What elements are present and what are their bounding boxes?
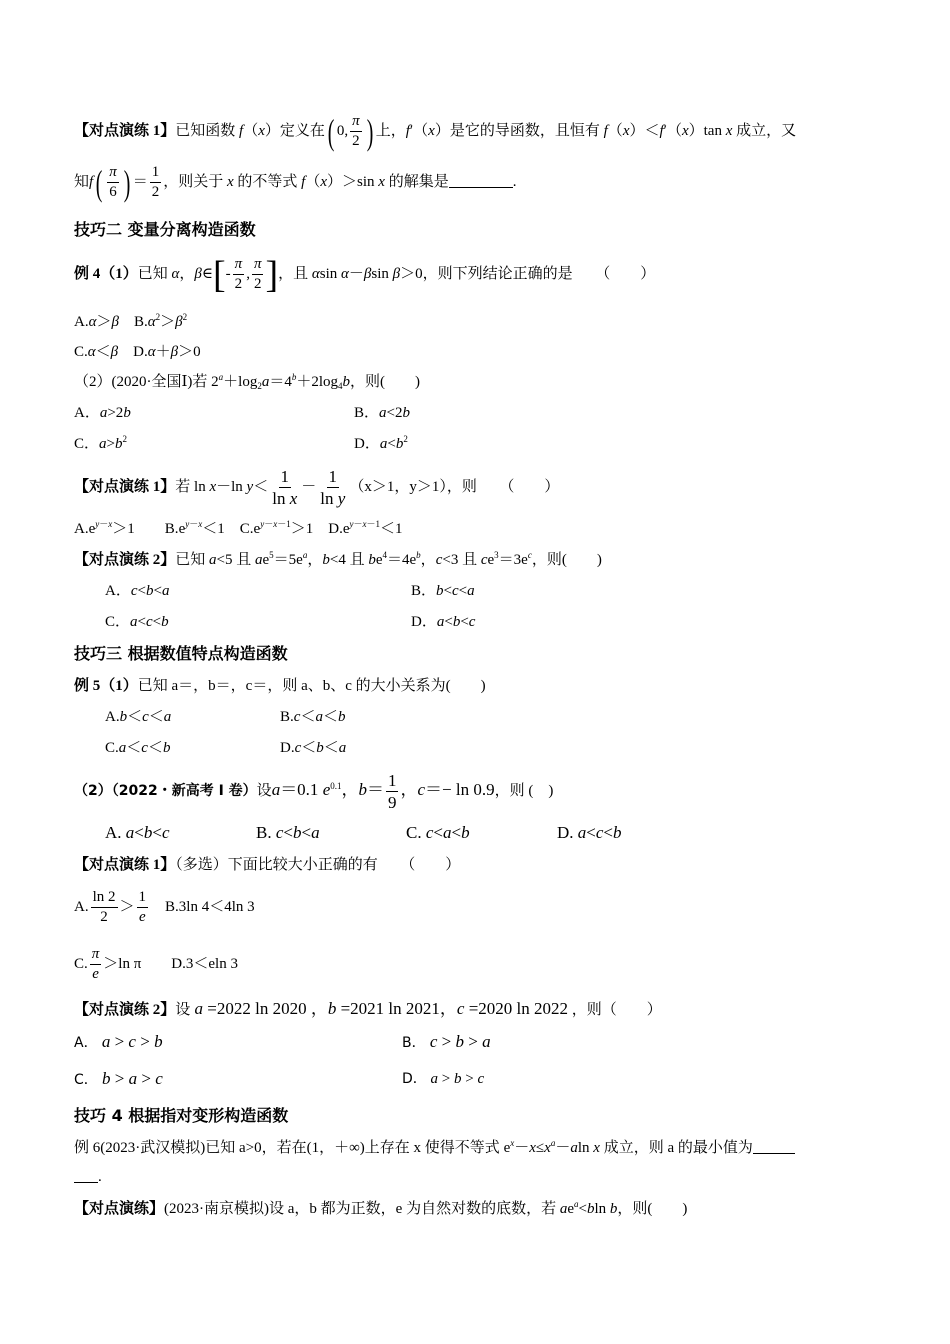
option-label: C. — [74, 956, 88, 972]
option-a: A. a<b<c — [105, 823, 170, 842]
text: (2023·南京模拟)设 a，b 都为正数，e 为自然对数的底数，若 — [164, 1201, 557, 1217]
option-label: D. — [328, 521, 343, 537]
section-heading: 技巧三 根据数值特点构造函数 — [74, 644, 288, 663]
practice-label: 【对点演练 1】 — [74, 857, 176, 873]
text: （ ） — [506, 479, 560, 495]
option-label: A. — [74, 899, 89, 915]
practice-label: 【对点演练 1】 — [74, 479, 176, 495]
paren-left: ( — [95, 162, 103, 203]
fraction-1-9: $\frac{1}{9}$ — [387, 770, 397, 812]
text: 上， — [375, 123, 406, 139]
text: 的解集是 — [388, 174, 449, 190]
option-label: B． — [402, 1035, 426, 1051]
option-a: A.b＜c＜a — [105, 709, 172, 725]
text: ，则( ) — [531, 552, 602, 568]
paren-right: ) — [123, 162, 131, 203]
text: 若 — [175, 479, 191, 495]
text: 成立，又 — [736, 123, 797, 139]
practice-a1-question: 【对点演练 1】若 ln x－ln y＜ $\frac{1}{\text{ln x}}$ － $\frac{1}{\text{ln y}}$ （x＞1，y＞1），则 （ ） — [74, 467, 560, 509]
fraction-1-e: $\frac{1}{e}$ — [138, 889, 147, 926]
example5-question — [74, 676, 486, 696]
fraction-1-lnx: $\frac{1}{\text{ln x}}$ — [272, 467, 298, 509]
text: 已知 — [175, 552, 206, 568]
option-label: C． — [105, 614, 131, 630]
option-label: A． — [105, 583, 131, 599]
practice-b2-question: 【对点演练 2】设 a =2022 ln 2020 ，b =2021 ln 2021，c =2020 ln 2022 ，则（ ） — [74, 999, 662, 1018]
option-b: B．b<c<a — [411, 583, 475, 599]
option-label: B． — [354, 405, 380, 421]
fraction-1-lny: $\frac{1}{\text{ln y}}$ — [320, 467, 346, 509]
answer-blank — [449, 187, 513, 188]
option-label: D． — [354, 436, 380, 452]
option-c: C．$a>b^2$ — [74, 434, 127, 452]
text: 定义在 — [279, 123, 325, 139]
option-d: D．$a<b^2$ — [354, 434, 408, 452]
paren-left: ( — [327, 111, 335, 152]
practice-b1-question — [74, 855, 460, 875]
option-label: C. — [239, 521, 254, 537]
text: （多选）下面比较大小正确的有 — [175, 857, 378, 873]
option-label: B. — [133, 314, 148, 330]
option-b: B． c > b > a — [402, 1032, 491, 1051]
text: 且 — [293, 266, 309, 282]
text: 设 — [256, 783, 272, 799]
option-c: C.a＜c＜b — [105, 740, 171, 756]
section-heading: 技巧二 变量分离构造函数 — [74, 220, 256, 239]
option-label: D. — [280, 740, 295, 756]
practice-a1-options: $A.e^{y-x}>1$ $B.e^{y-x}<1$ $C.e^{y-x-1}>1$ $D.e^{y-x-1}<1$ — [74, 519, 403, 537]
fraction-1-2: $\frac{1}{2}$ — [151, 164, 160, 201]
example6-continuation: . — [74, 1167, 102, 1187]
fraction-pi-2: $\frac{\pi}{2}$ — [352, 113, 360, 150]
practice1-line2: 知f( $\frac{\pi}{6}$ ) ＝ $\frac{1}{2}$ ，则关于 x 的不等式 f（x）＞sin x 的解集是 . — [74, 162, 517, 203]
option-label: B.3ln 4＜4ln 3 — [165, 899, 255, 915]
option-label: C. — [74, 344, 88, 360]
paren-right: ) — [366, 111, 373, 152]
practice-label: 【对点演练 2】 — [74, 552, 176, 568]
example-label: 例 4（1） — [74, 266, 138, 282]
text: （2）(2020·全国Ⅰ)若 — [74, 374, 208, 390]
fraction-pi-e: $\frac{\pi}{e}$ — [91, 946, 100, 983]
option-c: C. c<a<b — [406, 823, 470, 842]
example4-options-row1: A.α＞β $B.\alpha^2>\beta^2$ — [74, 312, 188, 330]
option-label: B. — [280, 709, 294, 725]
example-label: 例 6(2023·武汉模拟) — [74, 1140, 206, 1156]
bracket-left: [ — [213, 253, 226, 296]
option-label: D． — [402, 1071, 427, 1087]
example4-question: 例 4（1）已知 α，β∈[- $\frac{\pi}{2}$ , $\frac{\pi}{2}$ ]，且 αsin α－βsin β＞0，则下列结论正确的是 （ ） — [74, 253, 656, 296]
fraction-pi-2: $\frac{\pi}{2}$ — [253, 256, 262, 293]
text: ，则 ( ) — [494, 783, 554, 799]
text: ，则下列结论正确的是 — [422, 266, 573, 282]
answer-blank — [753, 1153, 795, 1154]
option-b: B.c＜a＜b — [280, 709, 346, 725]
text: 已知函数 — [175, 123, 236, 139]
text: 已知 — [137, 266, 168, 282]
option-label: B. — [256, 823, 272, 842]
example4-part2-question: （2）(2020·全国Ⅰ)若 $2^a+\log_2a=4^b+2\log_4b$，则( ) — [74, 372, 421, 391]
text: 的不等式 — [237, 174, 298, 190]
option-a: A．c<b<a — [105, 583, 170, 599]
option-label: C. — [105, 740, 119, 756]
option-label: A. — [74, 314, 89, 330]
option-label: C． — [74, 436, 100, 452]
option-b: B. c<b<a — [256, 823, 320, 842]
example-label: 例 5（1） — [74, 678, 138, 694]
text: （ ） — [407, 857, 461, 873]
text: ，则( ) — [617, 1201, 688, 1217]
text: 设 — [175, 1002, 191, 1018]
option-label: C. — [406, 823, 422, 842]
option-d: D. a<c<b — [557, 823, 622, 842]
practice-b1-options-row1: A. $\frac{\ln 2}{2}$ ＞ $\frac{1}{e}$ B.3ln 4＜4ln 3 — [74, 889, 255, 926]
fraction-pi-2: $\frac{\pi}{2}$ — [234, 256, 243, 293]
answer-blank — [74, 1182, 98, 1183]
text: ，则( ) — [350, 374, 421, 390]
text: （2）（2022・新高考 Ⅰ 卷） — [74, 783, 257, 799]
option-label: D． — [411, 614, 437, 630]
option-label: A． — [74, 1035, 98, 1051]
option-a: A．a>2b — [74, 405, 131, 421]
option-b: B．a<2b — [354, 405, 410, 421]
option-a: A． a > c > b — [74, 1032, 163, 1051]
bracket-right: ] — [265, 253, 279, 296]
text: 已知 a＝，b＝，c＝，则 a、b、c 的大小关系为( ) — [137, 678, 486, 694]
option-label: C． — [74, 1072, 98, 1088]
text: 已知 a>0，若在(1，＋∞)上存在 x 使得不等式 — [205, 1140, 500, 1156]
practice-label: 【对点演练 1】 — [74, 123, 176, 139]
text: ，则（ ） — [571, 1002, 662, 1018]
practice-a2-question: 【对点演练 2】已知 a<5 且 $ae^5=5e^a$，b<4 且 $be^4=4e^b$，c<3 且 $ce^3=3e^c$，则( ) — [74, 550, 602, 568]
option-label: A. — [74, 521, 89, 537]
example5-part2-question: （2）（2022・新高考 Ⅰ 卷）设a＝0.1 $e^{0.1}$，b＝ $\frac{1}{9}$ ，c＝− ln 0.9，则 ( ) — [74, 770, 554, 812]
option-d: D.c＜b＜a — [280, 740, 347, 756]
option-c: C． b > a > c — [74, 1069, 163, 1088]
text: ，则关于 — [163, 174, 224, 190]
text: （x＞1，y＞1），则 — [349, 479, 477, 495]
text: （ ） — [602, 266, 656, 282]
option-label: B. — [164, 521, 179, 537]
practice1-line1: 【对点演练 1】已知函数 f（x）定义在( 0, $\frac{\pi}{2}$ ) 上，f′（x）是它的导函数，且恒有 f（x）＜f′（x）tan x 成立，又 — [74, 111, 797, 152]
option-label: D. — [557, 823, 574, 842]
option-c: C．a<c<b — [105, 614, 169, 630]
practice-b1-options-row2: C. $\frac{\pi}{e}$ ＞ln π D.3＜eln 3 — [74, 946, 238, 983]
option-label: D.3＜eln 3 — [171, 956, 238, 972]
option-label: A. — [105, 823, 122, 842]
option-label: A． — [74, 405, 100, 421]
practice-label: 【对点演练】 — [74, 1201, 165, 1217]
option-d: D． a > b > c — [402, 1071, 485, 1087]
option-label: D. — [133, 344, 148, 360]
section-heading: 技巧 4 根据指对变形构造函数 — [74, 1106, 289, 1125]
option-label: A. — [105, 709, 120, 725]
example6-question: 例 6(2023·武汉模拟)已知 a>0，若在(1，＋∞)上存在 x 使得不等式 $e^x-x\le x^a-aln$ x 成立，则 a 的最小值为 — [74, 1138, 795, 1158]
practice-c-question: 【对点演练】(2023·南京模拟)设 a，b 都为正数，e 为自然对数的底数，若 $ae^a<bln$ b，则( ) — [74, 1199, 688, 1217]
option-label: B． — [411, 583, 437, 599]
example4-options-row2: C.α＜β D.α＋β＞0 — [74, 344, 201, 360]
option-d: D．a<b<c — [411, 614, 476, 630]
fraction-pi-6: $\frac{\pi}{6}$ — [109, 164, 117, 201]
text: 是它的导函数，且恒有 — [449, 123, 600, 139]
fraction-ln2-2: $\frac{\ln 2}{2}$ — [92, 889, 116, 926]
practice-label: 【对点演练 2】 — [74, 1002, 176, 1018]
text: 成立，则 a 的最小值为 — [603, 1140, 753, 1156]
text: 知 — [74, 174, 90, 190]
